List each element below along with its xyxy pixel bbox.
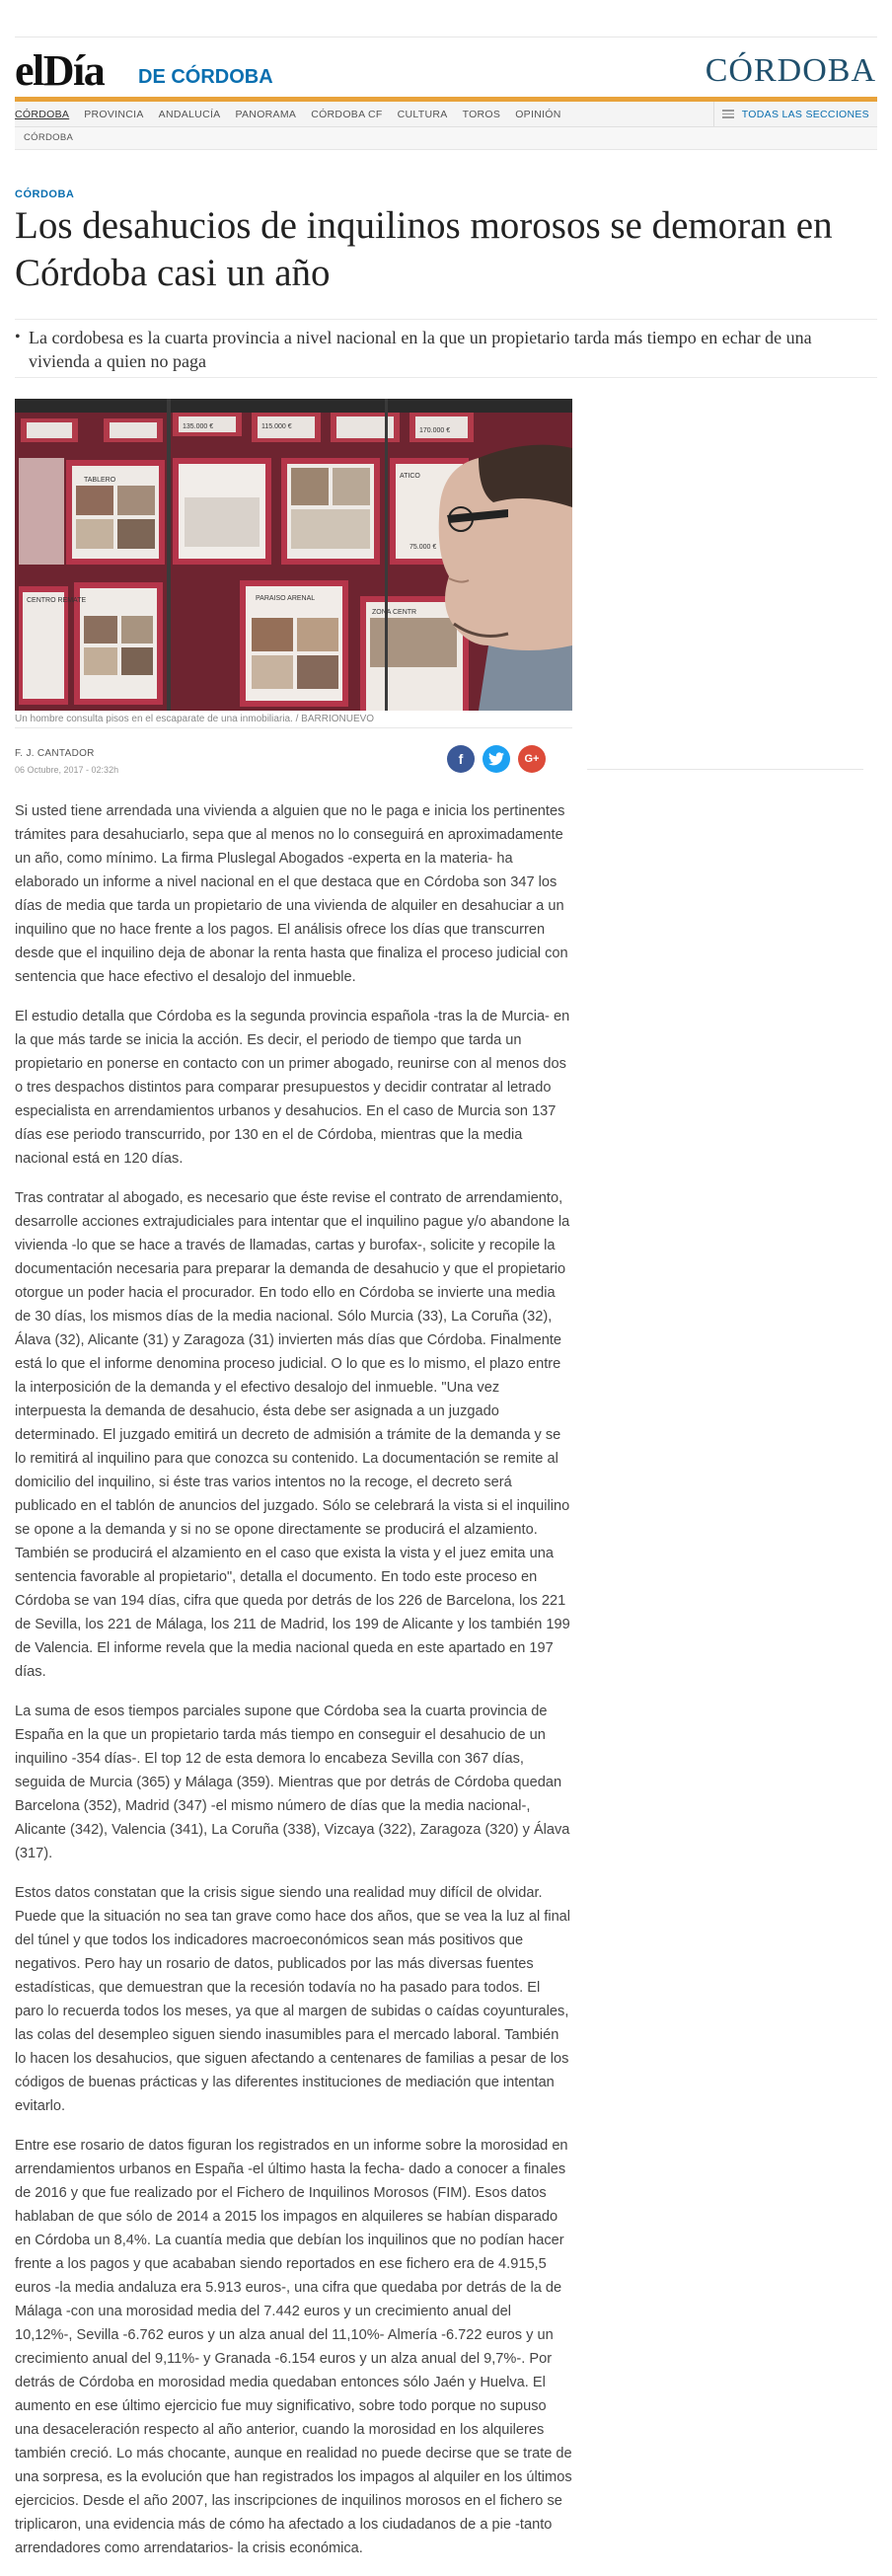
article-paragraph-2: El estudio detalla que Córdoba es la segunda provincia española -tras la de Murcia- en la que más tarde se inicia la acción. Es decir, el periodo de tiempo que tarda un propietario en ponerse en contacto con un primer abogado, reunirse con al menos dos o tres despachos distintos para comparar presupuestos y decidir contratar al letrado especialista en arrendamientos urbanos y desahucios. En el caso de Murcia son 137 días ese periodo transcurrido, por 130 en el de Córdoba, mientras que la media nacional está en 120 días. [15,1009,570,1167]
summary-rule-bottom [15,377,877,378]
nav-item-andalucia[interactable]: ANDALUCÍA [158,108,221,120]
subnav-item-cordoba[interactable]: CÓRDOBA [24,132,74,143]
menu-icon [722,108,734,120]
photo-caption: Un hombre consulta pisos en el escaparate de una inmobiliaria. / BARRIONUEVO [15,714,375,724]
article-summary [15,326,877,373]
photo-sign-atico: ATICO [400,473,420,480]
main-nav [15,102,877,127]
twitter-share-icon[interactable] [483,745,510,773]
article-photo[interactable] [15,399,572,711]
google-plus-share-icon[interactable]: G+ [518,745,546,773]
article-section[interactable]: CÓRDOBA [15,189,75,200]
article-paragraph-1: Si usted tiene arrendada una vivienda a alguien que no le paga e inicia los pertinentes trámites para desahuciarlo, sepa que al menos no lo conseguirá en aproximadamente un año, como mínimo. La firma Pluslegal Abogados -experta en la materia- ha elaborado un informe a nivel nacional en el que destaca que en Córdoba son 347 los días de media que tarda un propietario de una vivienda de alquiler en desahuciar a un inquilino que no hace frente a los pagos. El análisis ofrece los días que transcurren desde que el inquilino deja de abonar la renta hasta que finaliza el proceso judicial con sentencia que hace efectivo el desalojo del inmueble. [15,803,568,985]
nav-item-cultura[interactable]: CULTURA [397,108,448,120]
article-author[interactable]: F. J. CANTADOR [15,748,95,759]
bullet-icon: • [15,329,21,345]
nav-item-cordoba[interactable]: CÓRDOBA [15,108,70,120]
photo-sign-centro: CENTRO REMATE [27,597,87,604]
top-rule [15,37,877,38]
nav-item-panorama[interactable]: PANORAMA [235,108,297,120]
photo-price-4: 75.000 € [409,544,437,551]
nav-item-toros[interactable]: TOROS [462,108,501,120]
article-title: Los desahucios de inquilinos morosos se demoran en Córdoba casi un año [15,204,833,294]
caption-rule [15,727,572,728]
article-paragraph-5: Estos datos constatan que la crisis sigue siendo una realidad muy difícil de olvidar. Puede que la situación no sea tan grave como hace dos años, que se vea la luz al final del túnel y que todos los indicadores macroeconómicos sean más positivos que negativos. Pero hay un rosario de datos, publicados por las más diversas fuentes estadísticas, que demuestran que la recesión todavía no ha pasado para todos. El paro lo recuerda todos los meses, ya que al margen de subidas o caídas coyunturales, las colas del desempleo siguen siendo inasumibles para el mercado laboral. También lo hacen los desahucios, que siguen afectando a centenares de familias a pesar de los códigos de buenas prácticas y las diferentes instituciones de mediación que intentan evitarlo. [15,1885,571,2114]
photo-sign-paraiso: PARAISO ARENAL [256,595,316,602]
nav-item-cordoba-cf[interactable]: CÓRDOBA CF [311,108,383,120]
photo-sign-zona: ZONA CENTR [372,609,417,616]
photo-illustration [15,399,572,711]
photo-price-2: 135.000 € [183,423,214,430]
facebook-share-icon[interactable]: f [447,745,475,773]
article-paragraph-6: Entre ese rosario de datos figuran los registrados en un informe sobre la morosidad en arrendamientos urbanos en España -el último hasta la fecha- dado a conocer a finales de 2016 y que fue realizado por el Fichero de Inquilinos Morosos (FIM). Esos datos hablaban de que sólo de 2014 a 2015 los impagos en alquileres se habían disparado en Córdoba un 8,4%. La cuantía media que debían los inquilinos que no podían hacer frente a los pagos y que acababan siendo reportados en ese fichero era de 4.915,5 euros -la media andaluza era 5.913 euros-, una cifra que quedaba por detrás de la de Málaga -con una morosidad media del 7.442 euros y un crecimiento anual del 10,12%-, Sevilla -6.762 euros y un alza anual del 11,10%- Almería -6.722 euros y un crecimiento anual del 9,11%- y Granada -6.154 euros y un alza anual del 9,7%-. Por detrás de Córdoba en morosidad media quedaban entonces sólo Jaén y Huelva. El aumento en ese último ejercicio fue muy significativo, sobre todo porque no supuso una desaceleración respecto al año anterior, cuando la morosidad en los alquileres también creció. Lo más chocante, aunque en realidad no puede decirse que se trate de una sorpresa, es la evolución que han registrados los impagos al alquiler en los últimos ejercicios. Desde el año 2007, las inscripciones de inquilinos morosos en el fichero se triplicaron, una evidencia más de cómo ha afectado a los ciudadanos de a pie -tanto arrendadores como arrendatarios- la crisis económica. [15,2138,572,2556]
summary-rule-top [15,319,877,320]
photo-sign-tablero: TABLERO [84,477,116,484]
summary-text: La cordobesa es la cuarta provincia a nivel nacional en la que un propietario tarda más tiempo en echar de una vivienda a quien no paga [29,328,812,371]
photo-price-1: 170.000 € [419,427,451,434]
all-sections-button[interactable] [713,102,877,126]
photo-price-3: 115.000 € [261,423,292,430]
article-paragraph-4: La suma de esos tiempos parciales supone que Córdoba sea la cuarta provincia de España en la que un propietario tarda más tiempo en conseguir el desahucio de un inquilino -354 días-. El top 12 de esta demora lo encabeza Sevilla con 367 días, seguida de Murcia (365) y Málaga (359). Mientras que por detrás de Córdoba quedan Barcelona (352), Madrid (347) -el mismo número de días que la media nacional-, Alicante (342), Valencia (341), La Coruña (338), Vizcaya (322), Zaragoza (320) y Álava (317). [15,1704,570,1861]
site-logo-subtitle[interactable]: DE CÓRDOBA [138,66,273,88]
article-date: 06 Octubre, 2017 - 02:32h [15,765,119,775]
article-body [15,799,572,2576]
all-sections-label: TODAS LAS SECCIONES [741,108,869,120]
nav-item-opinion[interactable]: OPINIÓN [515,108,561,120]
sidebar-rule [587,769,863,770]
edition-city: CÓRDOBA [705,52,876,89]
sub-nav [15,127,877,150]
site-logo[interactable]: elDía [15,46,105,95]
article-paragraph-3: Tras contratar al abogado, es necesario que éste revise el contrato de arrendamiento, desarrolle acciones extrajudiciales para intentar que el inquilino pague y/o abandone la vivienda -lo que se hace a través de llamadas, cartas y burofax-, solicite y recopile la documentación necesaria para preparar la demanda de desahucio y que el propietario otorgue un poder hacia el procurador. En todo ello en Córdoba se invierte una media de 30 días, los mismos días de la media nacional. Sólo Murcia (33), La Coruña (32), Álava (32), Alicante (31) y Zaragoza (31) invierten más días que Córdoba. Finalmente está lo que el informe denomina proceso judicial. O lo que es lo mismo, el plazo entre la interposición de la demanda y el efectivo desalojo del inmueble. "Una vez interpuesta la demanda de desahucio, ésta debe ser asignada a un juzgado determinado. El juzgado emitirá un decreto de admisión a trámite de la demanda y se lo remitirá al inquilino para que conozca su contenido. La documentación se remite al domicilio del inquilino, si éste tras varios intentos no la recoge, el decreto será publicado en el tablón de anuncios del juzgado. Sólo se celebrará la vista si el inquilino se opone a la demanda y si no se opone directamente se producirá el alzamiento. También se producirá el alzamiento en el caso que exista la vista y el juez emita una sentencia favorable al propietario", detalla el documento. En todo este proceso en Córdoba se van 194 días, cifra que queda por detrás de los 226 de Barcelona, los 221 de Sevilla, los 221 de Málaga, los 211 de Madrid, los 199 de Alicante y los también 199 de Valencia. El informe revela que la media nacional queda en este apartado en 197 días. [15,1190,570,1680]
nav-item-provincia[interactable]: PROVINCIA [84,108,144,120]
